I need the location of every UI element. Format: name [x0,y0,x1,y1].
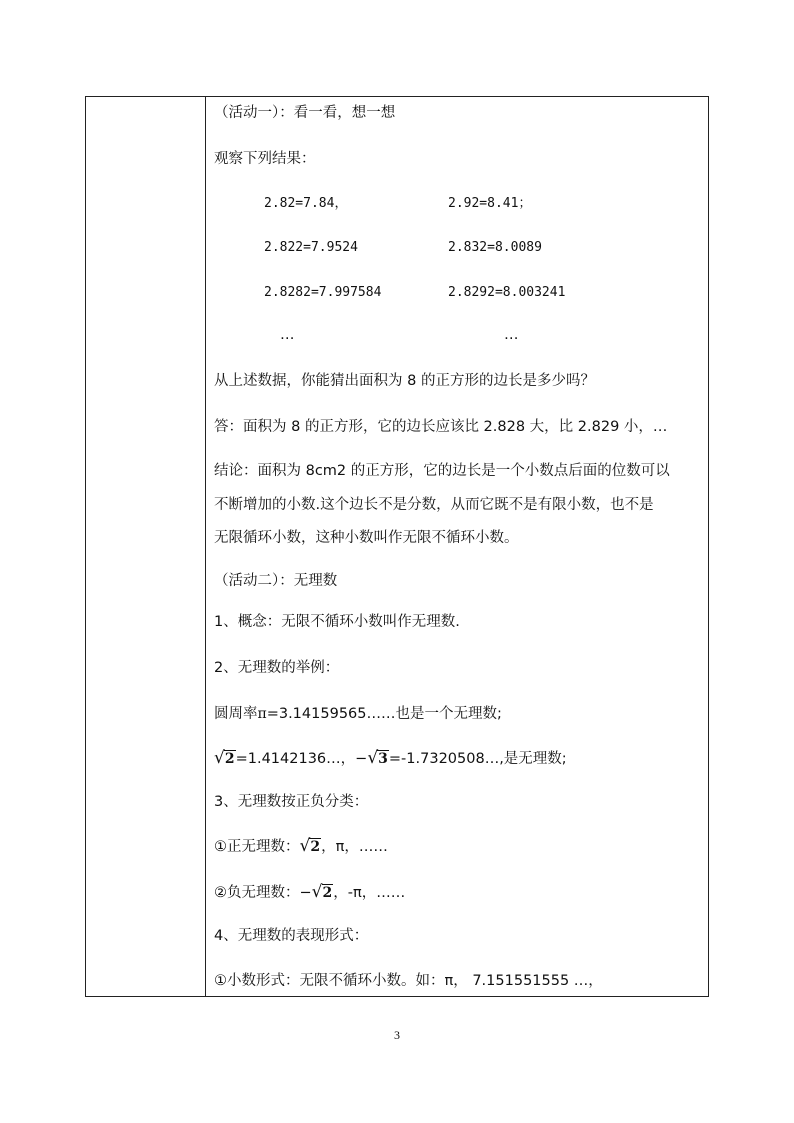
result-right-3: 2.8292=8.003241 [448,285,566,300]
result-left-2: 2.822=7.9524 [264,240,358,255]
positive-sqrt-2: √2 [299,836,321,856]
conclusion-line-1: 结论：面积为 8cm2 的正方形，它的边长是一个小数点后面的位数可以 [214,463,670,479]
ellipsis-left: … [280,327,295,343]
sqrt-example [214,748,567,769]
positive-label: ①正无理数： [214,839,300,855]
result-left-1: 2.82=7.84， [264,196,348,211]
negative-rest: ，-π，…… [333,885,406,901]
positive-rest: ，π，…… [321,839,388,855]
positive-irrationals [214,836,388,857]
table-left-cell [86,97,206,996]
sqrt-3-expression: √3 [367,748,388,768]
classify-title: 3、无理数按正负分类： [214,794,369,810]
result-right-2: 2.832=8.0089 [448,240,542,255]
concept-text: 1、概念：无限不循环小数叫作无理数. [214,614,460,630]
answer-text: 答：面积为 8 的正方形，它的边长应该比 2.828 大，比 2.829 小，… [214,419,668,435]
observe-label: 观察下列结果： [214,151,316,167]
lesson-table [85,96,709,997]
negative-irrationals [214,882,405,903]
examples-title: 2、无理数的举例： [214,660,340,676]
ellipsis-right: … [504,327,519,343]
activity2-title: （活动二）：无理数 [214,573,338,589]
decimal-form: ①小数形式：无限不循环小数。如：π， 7.151551555 …， [214,973,603,989]
activity1-title: （活动一）：看一看，想一想 [214,105,396,121]
pi-symbol: π [257,706,267,722]
table-content-cell [214,97,702,996]
negative-sqrt-2: √2 [311,882,333,902]
pi-example-prefix: 圆周率 [214,706,258,722]
page-number: 3 [394,1028,400,1042]
result-right-1: 2.92=8.41； [448,196,532,211]
pi-example-suffix: =3.14159565……也是一个无理数; [266,706,502,722]
forms-title: 4、无理数的表现形式： [214,928,369,944]
question-text: 从上述数据，你能猜出面积为 8 的正方形的边长是多少吗？ [214,373,595,389]
result-left-3: 2.8282=7.997584 [264,285,382,300]
sqrt-2-expression: √2 [214,748,235,768]
negative-label: ②负无理数：− [214,885,312,901]
sqrt-3-value: =-1.7320508…,是无理数; [388,751,567,767]
sqrt-2-value: =1.4142136…，− [235,751,368,767]
pi-example [214,704,502,724]
conclusion-line-2: 不断增加的小数.这个边长不是分数，从而它既不是有限小数，也不是 [214,497,654,513]
conclusion-line-3: 无限循环小数，这种小数叫作无限不循环小数。 [214,530,519,546]
